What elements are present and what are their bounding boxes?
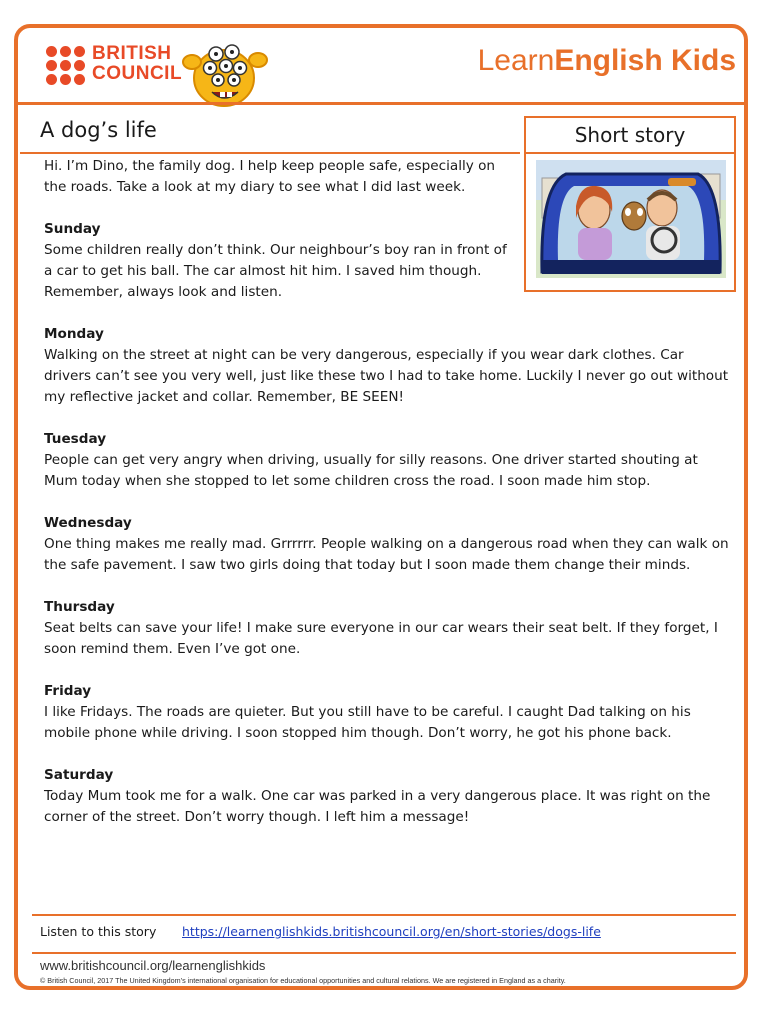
day-heading: Tuesday <box>44 431 107 447</box>
story-intro: Hi. I’m Dino, the family dog. I help keep people safe, especially on the roads. Take a look at my diary to see what I did last week. <box>44 158 496 195</box>
site-url: www.britishcouncil.org/learnenglishkids <box>40 958 266 973</box>
day-text: Seat belts can save your life! I make sure everyone in our car wears their seat belt. If they forget, I soon remind them. Even I’ve got one. <box>44 620 718 657</box>
story-type-label: Short story <box>526 118 734 154</box>
day-heading: Monday <box>44 326 104 342</box>
day-text: Some children really don’t think. Our neighbour’s boy ran in front of a car to get his ball. The car almost hit him. I saved him though. Remember, always look and listen. <box>44 242 507 300</box>
day-heading: Sunday <box>44 221 101 237</box>
day-text: People can get very angry when driving, usually for silly reasons. One driver started shouting at Mum today when she stopped to let some children cross the road. I soon made him stop. <box>44 452 698 489</box>
learnenglish-kids-logo: LearnEnglish Kids <box>477 44 736 77</box>
british-council-wordmark: BRITISH COUNCIL <box>92 43 183 84</box>
day-heading: Thursday <box>44 599 115 615</box>
header-divider <box>18 102 746 105</box>
footer-divider-top <box>32 914 736 916</box>
header <box>18 28 746 102</box>
day-text: I like Fridays. The roads are quieter. But you still have to be careful. I caught Dad talking on his mobile phone while driving. I soon stopped him though. Don’t worry, he got his phone back. <box>44 704 691 741</box>
listen-story-link[interactable]: https://learnenglishkids.britishcouncil.org/en/short-stories/dogs-life <box>182 924 601 939</box>
footer-divider-bottom <box>32 952 736 954</box>
day-heading: Saturday <box>44 767 114 783</box>
day-text: One thing makes me really mad. Grrrrrr. People walking on a dangerous road when they can walk on the safe pavement. I saw two girls doing that today but I soon made them change their minds. <box>44 536 729 573</box>
listen-label: Listen to this story <box>40 924 157 939</box>
monster-mascot-icon <box>176 32 272 110</box>
day-heading: Wednesday <box>44 515 132 531</box>
page-title: A dog’s life <box>40 118 157 142</box>
title-row <box>20 112 520 152</box>
copyright-notice: © British Council, 2017 The United Kingdom’s international organisation for educational opportunities and cultural relations. We are registered in England as a charity. <box>40 976 566 985</box>
day-text: Today Mum took me for a walk. One car was parked in a very dangerous place. It was right on the corner of the street. Don’t worry though. I left him a message! <box>44 788 711 825</box>
title-underline <box>20 152 520 154</box>
day-heading: Friday <box>44 683 92 699</box>
story-body <box>44 156 734 849</box>
day-text: Walking on the street at night can be very dangerous, especially if you wear dark clothes. Car drivers can’t see you very well, just like these two I had to take home. Luckily I never go out without my reflective jacket and collar. Remember, BE SEEN! <box>44 347 729 405</box>
british-council-dots-icon <box>46 46 90 86</box>
